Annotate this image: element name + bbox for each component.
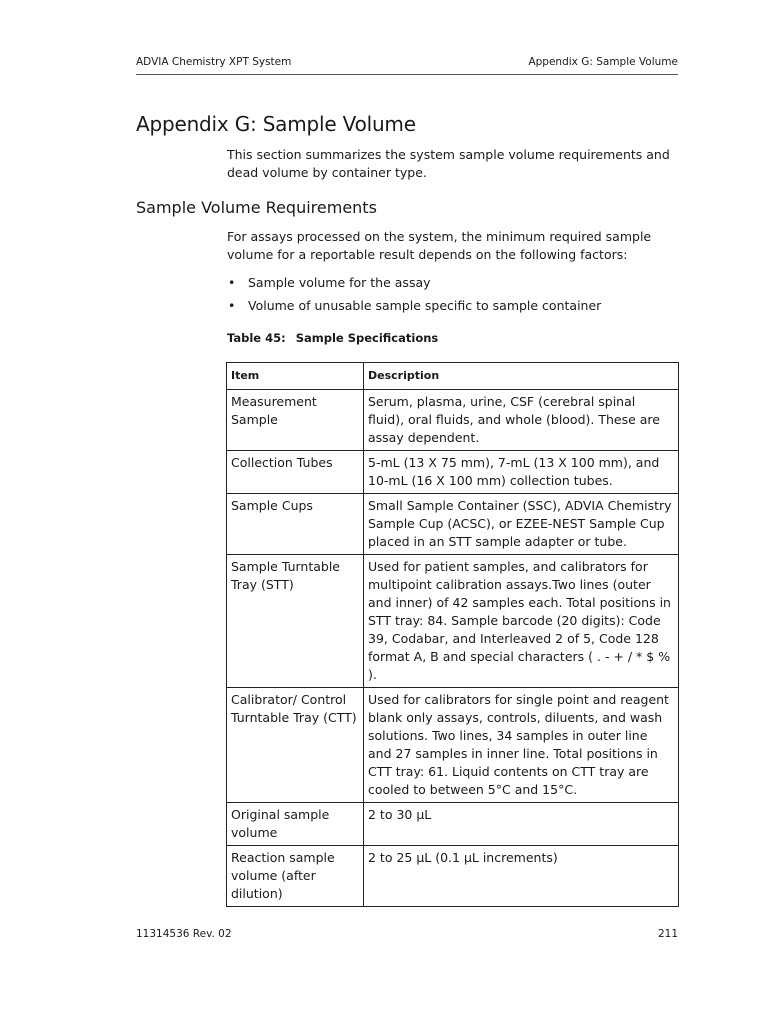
table-cell-item: Original sample volume bbox=[227, 803, 364, 846]
column-header-description: Description bbox=[364, 363, 679, 390]
table-cell-item: Measurement Sample bbox=[227, 390, 364, 451]
table-cell-item: Sample Turntable Tray (STT) bbox=[227, 555, 364, 688]
table-cell-description: Serum, plasma, urine, CSF (cerebral spinal fluid), oral fluids, and whole (blood). These are assay dependent. bbox=[364, 390, 679, 451]
column-header-item: Item bbox=[227, 363, 364, 390]
table-caption-title: Sample Specifications bbox=[295, 331, 439, 345]
table-caption bbox=[227, 331, 438, 345]
intro-paragraph: This section summarizes the system sample volume requirements and dead volume by container type. bbox=[227, 147, 670, 180]
table-row bbox=[227, 688, 679, 803]
factor-list bbox=[227, 274, 687, 320]
table-cell-item: Reaction sample volume (after dilution) bbox=[227, 846, 364, 907]
bullet-icon: • bbox=[228, 275, 236, 290]
table-row bbox=[227, 555, 679, 688]
list-item-text: Volume of unusable sample specific to sample container bbox=[248, 298, 602, 313]
document-revision: 11314536 Rev. 02 bbox=[136, 928, 232, 940]
page-number: 211 bbox=[657, 928, 678, 940]
section-paragraph: For assays processed on the system, the minimum required sample volume for a reportable result depends on the following factors: bbox=[227, 229, 652, 262]
header-divider bbox=[136, 74, 678, 75]
table-cell-description: 2 to 25 µL (0.1 µL increments) bbox=[364, 846, 679, 907]
table-row bbox=[227, 390, 679, 451]
table-cell-item: Collection Tubes bbox=[227, 451, 364, 494]
table-cell-item: Calibrator/ Control Turntable Tray (CTT) bbox=[227, 688, 364, 803]
list-item bbox=[227, 274, 687, 292]
section-title: Sample Volume Requirements bbox=[136, 198, 377, 217]
table-row bbox=[227, 494, 679, 555]
table-header-row bbox=[227, 363, 679, 390]
sample-specifications-table bbox=[226, 362, 679, 907]
table-caption-number: Table 45: bbox=[227, 331, 286, 345]
page-title: Appendix G: Sample Volume bbox=[136, 112, 416, 136]
table-row bbox=[227, 451, 679, 494]
header-document-title: ADVIA Chemistry XPT System bbox=[136, 56, 292, 68]
table-row bbox=[227, 846, 679, 907]
table-cell-description: 5-mL (13 X 75 mm), 7-mL (13 X 100 mm), and 10-mL (16 X 100 mm) collection tubes. bbox=[364, 451, 679, 494]
header-section-title: Appendix G: Sample Volume bbox=[528, 56, 678, 68]
table-cell-description: Used for calibrators for single point and reagent blank only assays, controls, diluents, and wash solutions. Two lines, 34 samples in outer line and 27 samples in inner line. Total positions in CTT tray: 61. Liquid contents on CTT tray are cooled to between 5°C and 15°C. bbox=[364, 688, 679, 803]
table-cell-description: Small Sample Container (SSC), ADVIA Chemistry Sample Cup (ACSC), or EZEE-NEST Sample Cup placed in an STT sample adapter or tube. bbox=[364, 494, 679, 555]
table-cell-description: Used for patient samples, and calibrators for multipoint calibration assays.Two lines (outer and inner) of 42 samples each. Total positions in STT tray: 84. Sample barcode (20 digits): Code 39, Codabar, and Interleaved 2 of 5, Code 128 format A, B and special characters ( . - + / * $ % ). bbox=[364, 555, 679, 688]
page-header bbox=[136, 56, 678, 72]
table-cell-description: 2 to 30 µL bbox=[364, 803, 679, 846]
table-cell-item: Sample Cups bbox=[227, 494, 364, 555]
table-row bbox=[227, 803, 679, 846]
bullet-icon: • bbox=[228, 298, 236, 313]
list-item-text: Sample volume for the assay bbox=[248, 275, 431, 290]
list-item bbox=[227, 297, 687, 315]
